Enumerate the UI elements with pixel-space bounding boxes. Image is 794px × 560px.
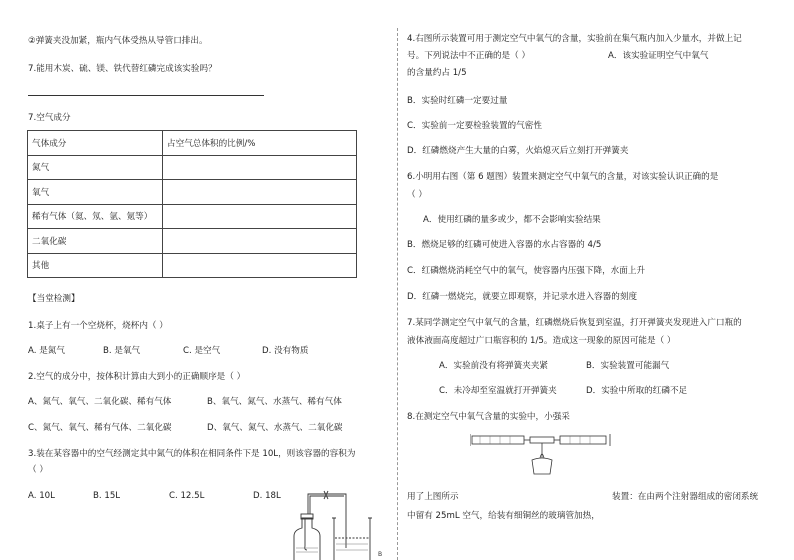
table-row <box>28 229 357 254</box>
table-cell: 二氧化碳 <box>28 229 163 254</box>
q3-option-a[interactable]: A. 10L <box>28 491 55 501</box>
q6-option-c[interactable]: C．红磷燃烧消耗空气中的氧气，使容器内压强下降，水面上升 <box>407 266 646 276</box>
question-4-line2: 号。下列说法中不正确的是（ ） <box>407 51 531 61</box>
q4-option-c[interactable]: C．实验前一定要检验装置的气密性 <box>407 121 542 131</box>
table-answer-cell[interactable] <box>163 253 357 278</box>
column-divider <box>397 28 398 560</box>
q2-option-b[interactable]: B、氧气、氮气、水蒸气、稀有气体 <box>207 397 342 407</box>
question-8-line3: 中留有 25mL 空气，给装有细铜丝的玻璃管加热， <box>407 511 600 521</box>
question-4-line1: 4.右图所示装置可用于测定空气中氧气的含量，实验前在集气瓶内加入少量水，并做上记 <box>407 34 742 44</box>
table-row <box>28 204 357 229</box>
table-cell: 氮气 <box>28 155 163 180</box>
q1-option-a[interactable]: A. 是氮气 <box>28 346 65 356</box>
air-composition-table <box>27 130 357 278</box>
table-header-cell: 气体成分 <box>28 131 163 156</box>
table-cell: 稀有气体（氦、氖、氩、氪等） <box>28 204 163 229</box>
q1-option-b[interactable]: B. 是氧气 <box>103 346 141 356</box>
question-3-blank: （ ） <box>28 465 48 475</box>
question-2-stem: 2.空气的成分中，按体积计算由大到小的正确顺序是（ ） <box>28 372 246 382</box>
table-answer-cell[interactable] <box>163 204 357 229</box>
q6-option-a[interactable]: A．使用红磷的量多或少，都不会影响实验结果 <box>423 215 601 225</box>
q4-option-d[interactable]: D．红磷燃烧产生大量的白雾，火焰熄灭后立刻打开弹簧夹 <box>407 146 629 156</box>
q3-option-d[interactable]: D. 18L <box>253 491 281 501</box>
q2-option-c[interactable]: C、氮气、氧气、稀有气体、二氧化碳 <box>28 423 172 433</box>
question-8-line2b: 装置：在由两个注射器组成的密闭系统 <box>612 492 759 502</box>
question-6-line2: （ ） <box>407 190 427 200</box>
spring-note: ②弹簧夹没加紧，瓶内气体受热从导管口排出。 <box>28 36 208 46</box>
table-header-cell: 占空气总体积的比例/% <box>163 131 357 156</box>
table-header-row <box>28 131 357 156</box>
table-row <box>28 180 357 205</box>
question-7a: 7.能用木炭、硫、镁、铁代替红磷完成该实验吗？ <box>28 64 217 74</box>
q3-option-c[interactable]: C. 12.5L <box>169 491 205 501</box>
q4-option-a[interactable]: A．该实验证明空气中氧气 <box>608 51 709 61</box>
table-answer-cell[interactable] <box>163 229 357 254</box>
q2-option-a[interactable]: A、氮气、氧气、二氧化碳、稀有气体 <box>28 397 172 407</box>
table-cell: 其他 <box>28 253 163 278</box>
answer-line <box>28 95 264 96</box>
q3-option-b[interactable]: B. 15L <box>93 491 121 501</box>
q1-option-d[interactable]: D. 没有物质 <box>262 346 309 356</box>
question-7-line2: 液体液面高度超过广口瓶容积的 1/5。造成这一现象的原因可能是（ ） <box>407 336 676 346</box>
question-1-stem: 1.桌子上有一个空烧杯，烧杯内（ ） <box>28 321 168 331</box>
table-answer-cell[interactable] <box>163 155 357 180</box>
figure-mark: B <box>378 551 383 558</box>
flask-apparatus-figure <box>284 488 386 560</box>
q4-option-b[interactable]: B．实验时红磷一定要过量 <box>407 96 508 106</box>
q2-option-d[interactable]: D、氧气、氮气、水蒸气、二氧化碳 <box>207 423 343 433</box>
section-title: 【当堂检测】 <box>28 294 80 304</box>
question-7-line1: 7.某同学测定空气中氧气的含量，红磷燃烧后恢复到室温，打开弹簧夹发现进入广口瓶的 <box>407 318 742 328</box>
air-composition-title: 7.空气成分 <box>28 113 71 123</box>
table-answer-cell[interactable] <box>163 180 357 205</box>
table-row <box>28 253 357 278</box>
q7-option-a[interactable]: A．实验前没有将弹簧夹夹紧 <box>439 361 549 371</box>
syringe-apparatus-figure <box>470 428 612 480</box>
question-6-line1: 6.小明用右图（第 6 题图）装置来测定空气中氧气的含量，对该实验认识正确的是 <box>407 172 719 182</box>
q7-option-c[interactable]: C．未冷却至室温就打开弹簧夹 <box>439 386 557 396</box>
q6-option-b[interactable]: B．燃烧足够的红磷可使进入容器的水占容器的 4/5 <box>407 240 602 250</box>
question-3-stem: 3.装在某容器中的空气经测定其中氮气的体积在相同条件下是 10L，则该容器的容积为 <box>28 449 356 459</box>
table-row <box>28 155 357 180</box>
q4-option-a-cont: 的含量约占 1/5 <box>407 68 467 78</box>
question-8-line2a: 用了上图所示 <box>407 492 459 502</box>
q7-option-d[interactable]: D．实验中所取的红磷不足 <box>586 386 688 396</box>
q7-option-b[interactable]: B．实验装置可能漏气 <box>586 361 670 371</box>
q6-option-d[interactable]: D．红磷一燃烧完，就要立即观察，并记录水进入容器的刻度 <box>407 292 638 302</box>
question-8-line1: 8.在测定空气中氧气含量的实验中，小强采 <box>407 412 570 422</box>
q1-option-c[interactable]: C. 是空气 <box>183 346 221 356</box>
table-cell: 氧气 <box>28 180 163 205</box>
